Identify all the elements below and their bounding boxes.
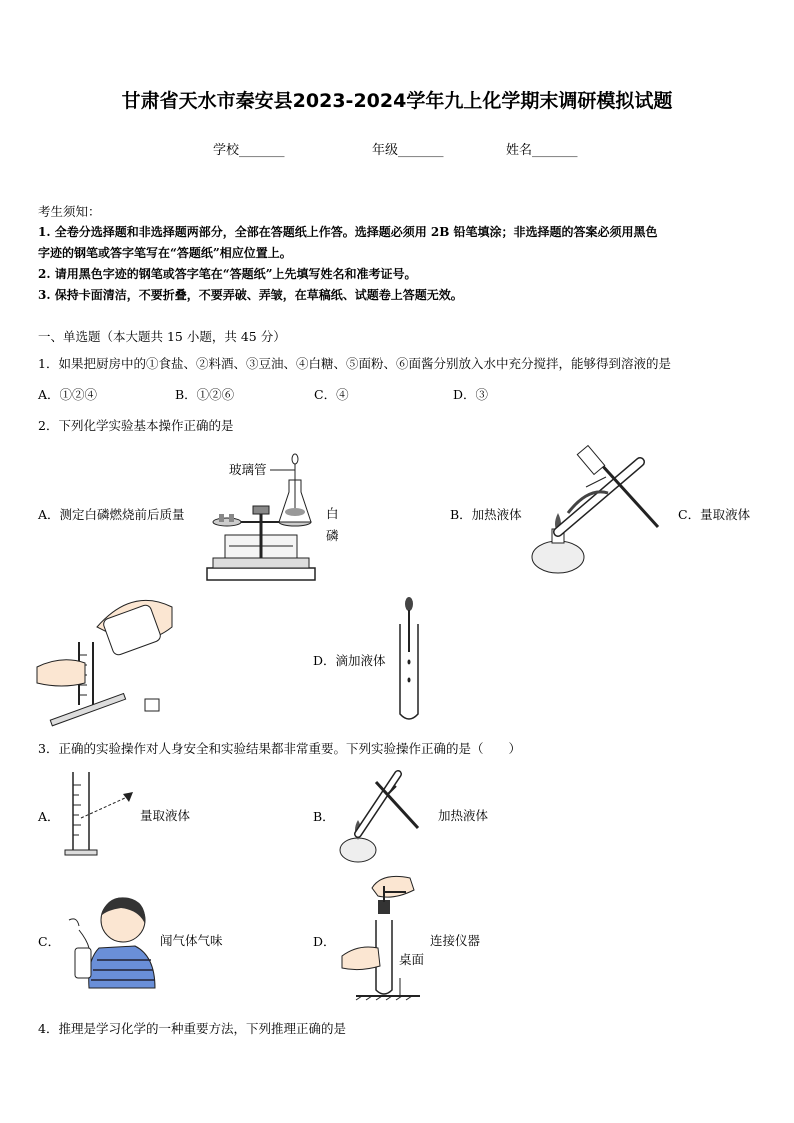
heating-tube-illustration bbox=[338, 768, 433, 866]
notice-line-1b: 字迹的钢笔或答字笔写在“答题纸”相应位置上。 bbox=[38, 246, 292, 260]
notice-heading: 考生须知： bbox=[38, 204, 101, 219]
q3-stem: 3．正确的实验操作对人身安全和实验结果都非常重要。下列实验操作正确的是（ ） bbox=[38, 741, 521, 756]
q1-option-b: B．①②⑥ bbox=[175, 387, 235, 402]
cylinder-reading-illustration bbox=[63, 770, 143, 860]
q3-option-b-label: 加热液体 bbox=[438, 808, 489, 823]
q2-option-c: C．量取液体 bbox=[678, 507, 751, 522]
white-phosphorus-label-1: 白 bbox=[326, 506, 339, 521]
q3-option-d-letter: D． bbox=[313, 934, 336, 949]
q2-option-d: D．滴加液体 bbox=[313, 653, 386, 668]
desk-label: 桌面 bbox=[399, 952, 425, 967]
q3-option-a-label: 量取液体 bbox=[140, 808, 191, 823]
q3-option-c-letter: C． bbox=[38, 934, 61, 949]
notice-line-2: 2. 请用黑色字迹的钢笔或答字笔在“答题纸”上先填写姓名和准考证号。 bbox=[38, 267, 417, 281]
page-title: 甘肃省天水市秦安县2023-2024学年九上化学期末调研模拟试题 bbox=[121, 90, 673, 112]
q2-option-b: B．加热液体 bbox=[450, 507, 522, 522]
q1-option-d: D．③ bbox=[453, 387, 489, 402]
name-field: 姓名_______ bbox=[506, 143, 578, 158]
dropper-illustration bbox=[396, 596, 422, 722]
q2-option-a: A．测定白磷燃烧前后质量 bbox=[38, 507, 185, 522]
q1-stem: 1．如果把厨房中的①食盐、②料酒、③豆油、④白糖、⑤面粉、⑥面酱分别放入水中充分搅拌，能够得到溶液的是 bbox=[38, 356, 671, 371]
section-heading: 一、单选题（本大题共 15 小题，共 45 分） bbox=[38, 329, 286, 344]
q1-option-a: A．①②④ bbox=[38, 387, 98, 402]
heating-liquid-illustration bbox=[528, 447, 663, 579]
glass-tube-label: 玻璃管 bbox=[229, 462, 267, 477]
white-phosphorus-label-2: 磷 bbox=[326, 528, 339, 543]
grade-field: 年级_______ bbox=[372, 143, 444, 158]
school-field: 学校_______ bbox=[213, 143, 285, 158]
pouring-liquid-illustration bbox=[37, 587, 177, 722]
q1-option-c: C．④ bbox=[314, 387, 349, 402]
q3-option-c-label: 闻气体气味 bbox=[160, 933, 223, 948]
q3-option-d-label: 连接仪器 bbox=[430, 933, 481, 948]
connect-apparatus-illustration bbox=[342, 872, 425, 1000]
q3-option-b-letter: B． bbox=[313, 809, 335, 824]
notice-line-1a: 1. 全卷分选择题和非选择题两部分，全部在答题纸上作答。选择题必须用 2B 铅笔填涂；非选择题的答案必须用黑色 bbox=[38, 225, 658, 239]
notice-line-3: 3. 保持卡面清洁，不要折叠，不要弄破、弄皱，在草稿纸、试题卷上答题无效。 bbox=[38, 288, 463, 302]
glass-tube-pointer bbox=[270, 468, 295, 474]
q3-option-a-letter: A． bbox=[38, 809, 60, 824]
q2-stem: 2．下列化学实验基本操作正确的是 bbox=[38, 418, 234, 433]
smell-gas-illustration bbox=[63, 890, 158, 990]
q4-stem: 4．推理是学习化学的一种重要方法，下列推理正确的是 bbox=[38, 1021, 346, 1036]
